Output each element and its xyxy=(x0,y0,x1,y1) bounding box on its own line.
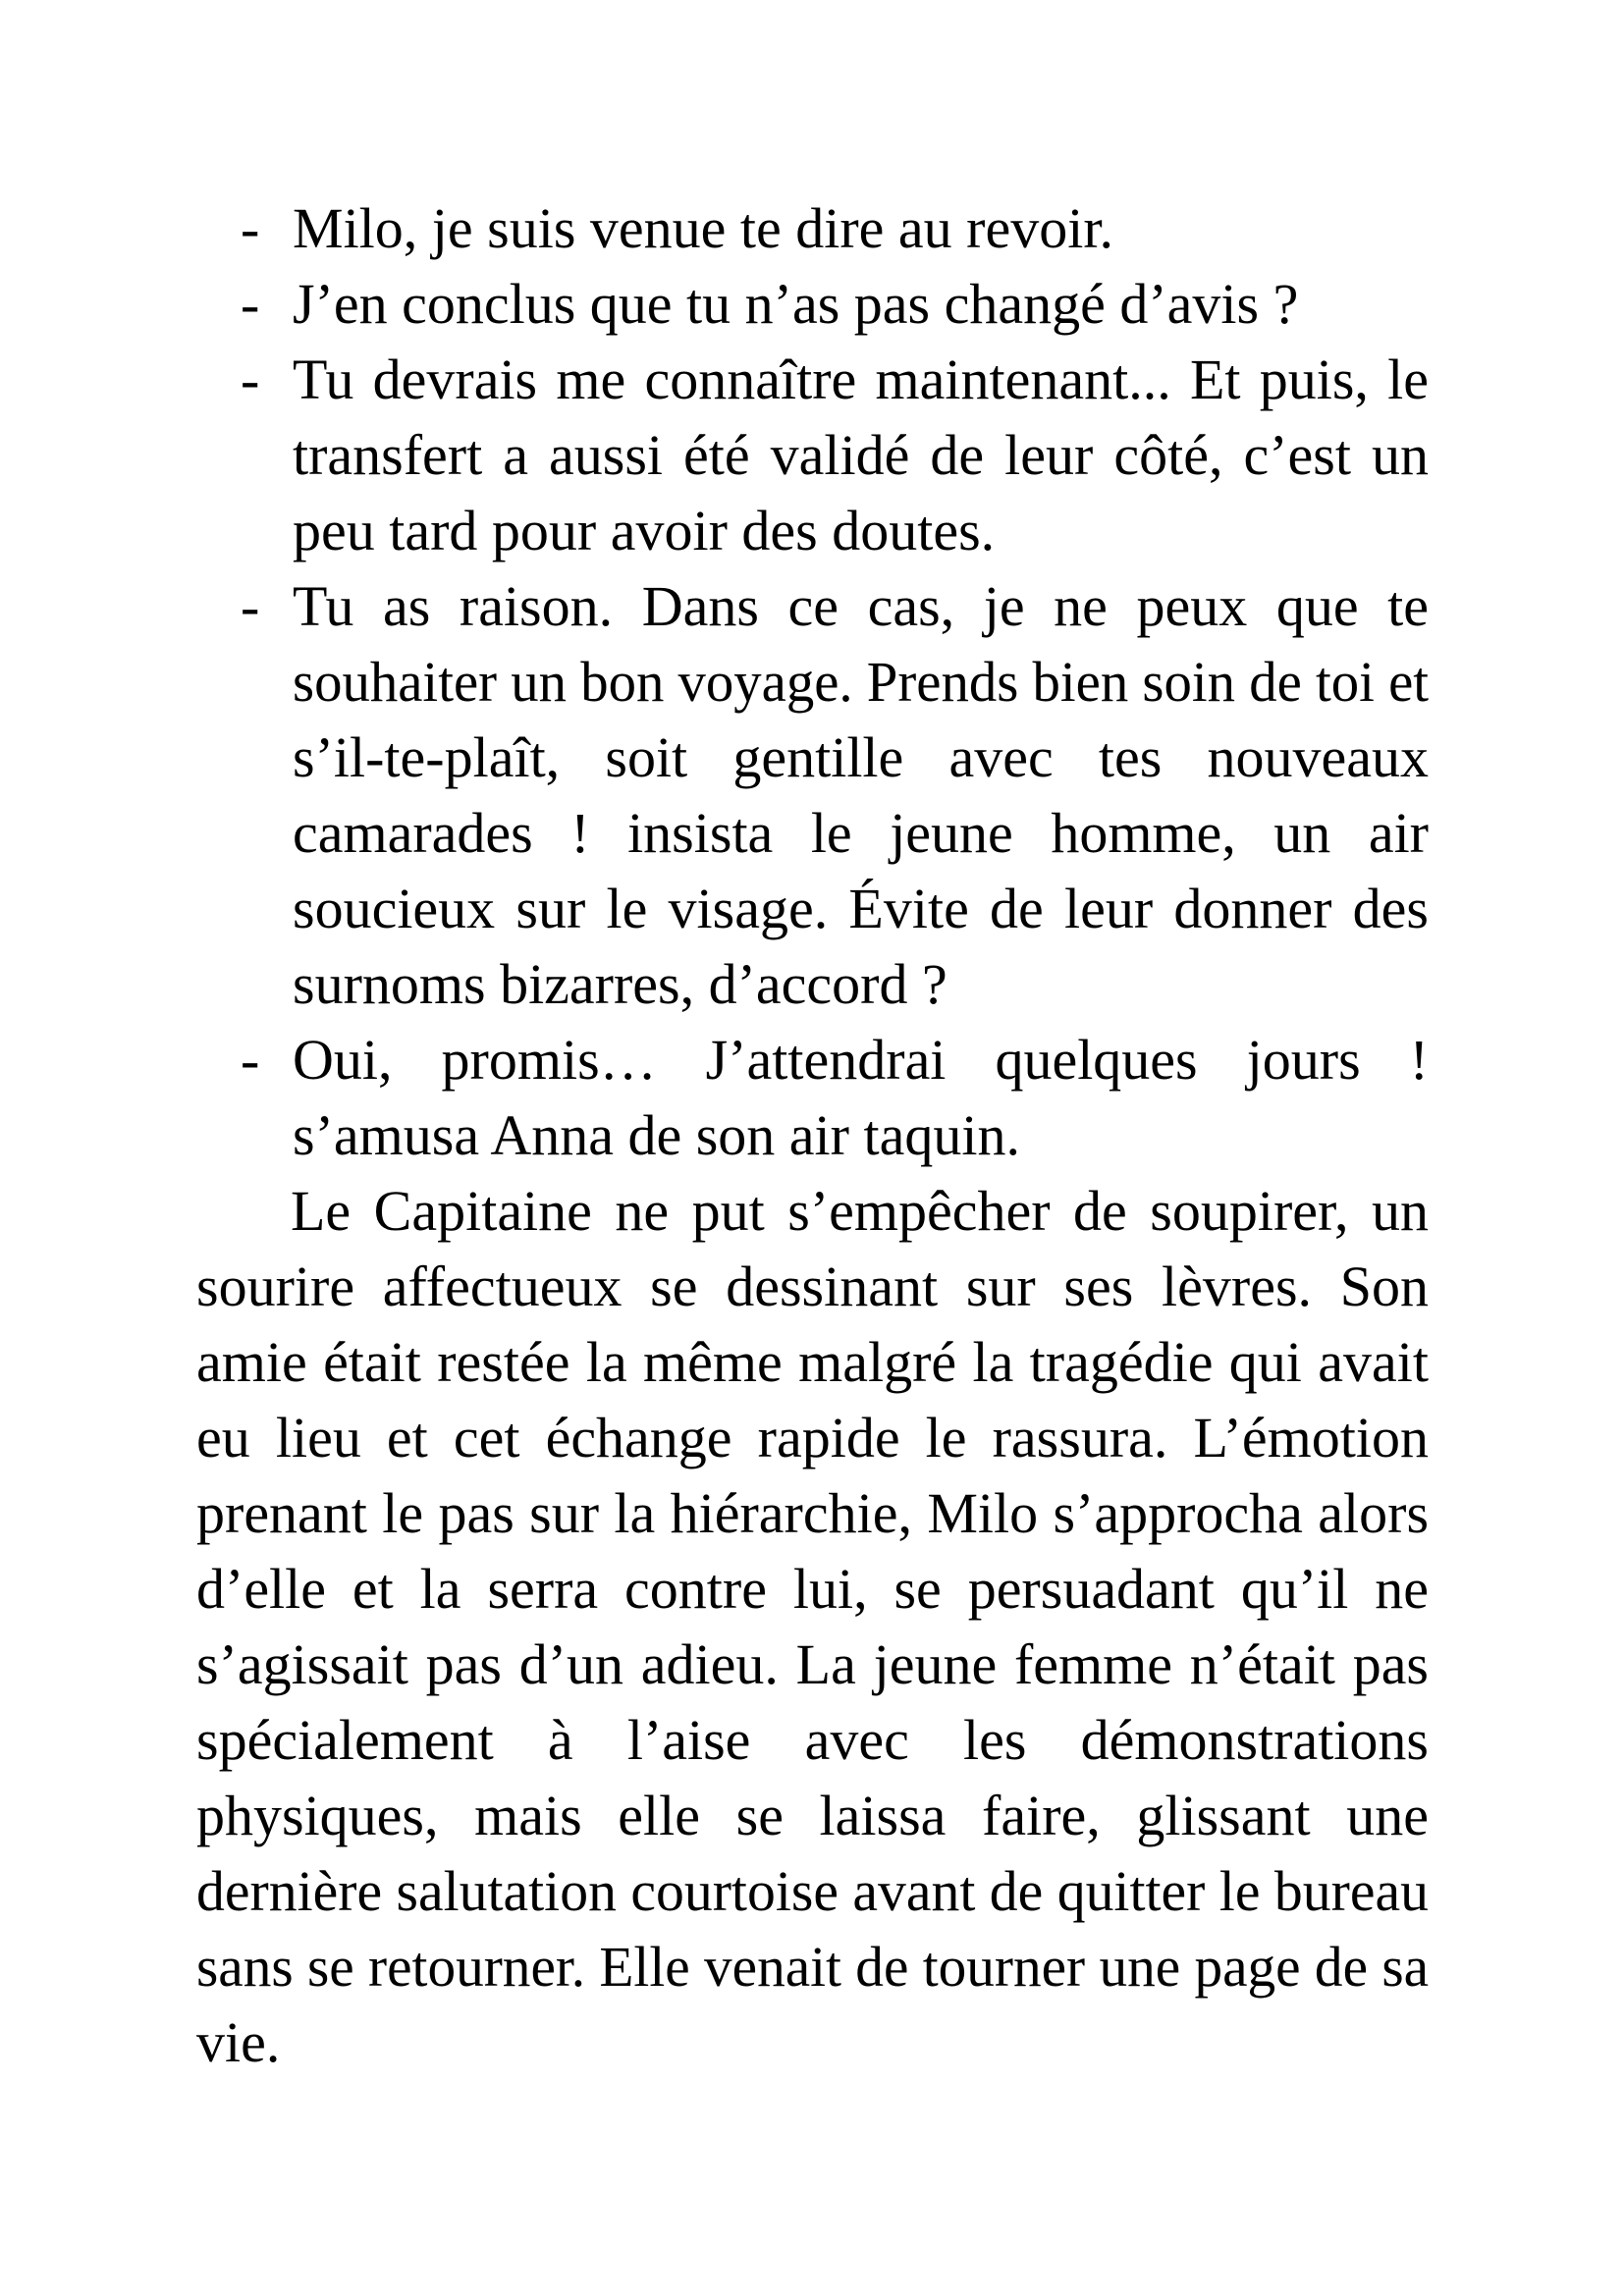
text-line-content: soucieux sur le visage. Évite de leur donner des xyxy=(293,877,1429,940)
text-line-content: s’amusa Anna de son air taquin. xyxy=(293,1103,1020,1167)
text-line-content: Tu as raison. Dans ce cas, je ne peux que te xyxy=(293,574,1430,638)
text-line xyxy=(196,1324,1429,1400)
text-line-content: Milo, je suis venue te dire au revoir. xyxy=(293,196,1113,260)
text-line xyxy=(196,1929,1429,2004)
text-line-content: Oui, promis… J’attendrai quelques jours ! xyxy=(293,1028,1429,1092)
text-line-content: sans se retourner. Elle venait de tourner une page de sa xyxy=(196,1935,1430,1999)
text-line-content: surnoms bizarres, d’accord ? xyxy=(293,952,947,1016)
text-line-content: amie était restée la même malgré la tragédie qui avait xyxy=(196,1330,1429,1394)
dialogue-dash: - xyxy=(241,272,260,336)
dialogue-dash: - xyxy=(241,574,260,638)
text-line-content: sourire affectueux se dessinant sur ses lèvres. Son xyxy=(196,1255,1430,1318)
text-line-content: souhaiter un bon voyage. Prends bien soin de toi et xyxy=(293,650,1430,714)
text-line xyxy=(293,190,1429,266)
text-line-content: camarades ! insista le jeune homme, un air xyxy=(293,801,1430,865)
text-line xyxy=(196,1627,1429,1702)
text-line xyxy=(196,1173,1429,1249)
text-line-content: spécialement à l’aise avec les démonstrations xyxy=(196,1708,1429,1772)
text-line xyxy=(196,1702,1429,1778)
text-line-content: physiques, mais elle se laissa faire, glissant une xyxy=(196,1784,1429,1847)
text-line-content: dernière salutation courtoise avant de quitter le bureau xyxy=(196,1859,1429,1923)
dialogue-line xyxy=(196,342,1429,568)
text-line xyxy=(293,946,1429,1022)
text-line xyxy=(196,1778,1429,1853)
dialogue-line xyxy=(196,1022,1429,1173)
text-line-content: s’agissait pas d’un adieu. La jeune femme n’était pas xyxy=(196,1632,1430,1696)
narrative-paragraph xyxy=(196,1173,1429,2080)
text-line xyxy=(293,493,1429,568)
text-line-content: d’elle et la serra contre lui, se persuadant qu’il ne xyxy=(196,1557,1430,1621)
text-line-content: eu lieu et cet échange rapide le rassura. L’émotion xyxy=(196,1406,1429,1469)
dialogue-dash: - xyxy=(241,196,260,260)
text-line xyxy=(293,795,1429,871)
text-line xyxy=(196,1249,1429,1324)
text-line xyxy=(293,644,1429,720)
text-line xyxy=(196,1853,1429,1929)
text-line xyxy=(293,342,1429,417)
text-line xyxy=(293,417,1429,493)
text-line-content: Le Capitaine ne put s’empêcher de soupirer, un xyxy=(291,1179,1429,1243)
text-line-content: prenant le pas sur la hiérarchie, Milo s’approcha alors xyxy=(196,1481,1430,1545)
dialogue-list xyxy=(196,190,1429,1173)
text-line-content: vie. xyxy=(196,2010,281,2074)
text-line xyxy=(293,871,1429,946)
text-line-content: transfert a aussi été validé de leur côté, c’est un xyxy=(293,423,1429,487)
text-line xyxy=(196,1400,1429,1475)
text-line xyxy=(293,568,1429,644)
dialogue-line xyxy=(196,190,1429,266)
text-line xyxy=(293,1097,1429,1173)
text-line xyxy=(196,2004,1429,2080)
text-line-content: peu tard pour avoir des doutes. xyxy=(293,499,996,562)
text-line xyxy=(293,720,1429,795)
text-line xyxy=(293,266,1429,342)
text-line xyxy=(196,1475,1429,1551)
text-block xyxy=(196,190,1429,2080)
text-line-content: J’en conclus que tu n’as pas changé d’avis ? xyxy=(293,272,1299,336)
text-line-content: s’il-te-plaît, soit gentille avec tes nouveaux xyxy=(293,725,1429,789)
dialogue-line xyxy=(196,266,1429,342)
dialogue-dash: - xyxy=(241,1028,260,1092)
text-line xyxy=(293,1022,1429,1097)
text-line xyxy=(196,1551,1429,1627)
text-line-content: Tu devrais me connaître maintenant... Et puis, le xyxy=(293,347,1430,411)
dialogue-line xyxy=(196,568,1429,1022)
dialogue-dash: - xyxy=(241,347,260,411)
